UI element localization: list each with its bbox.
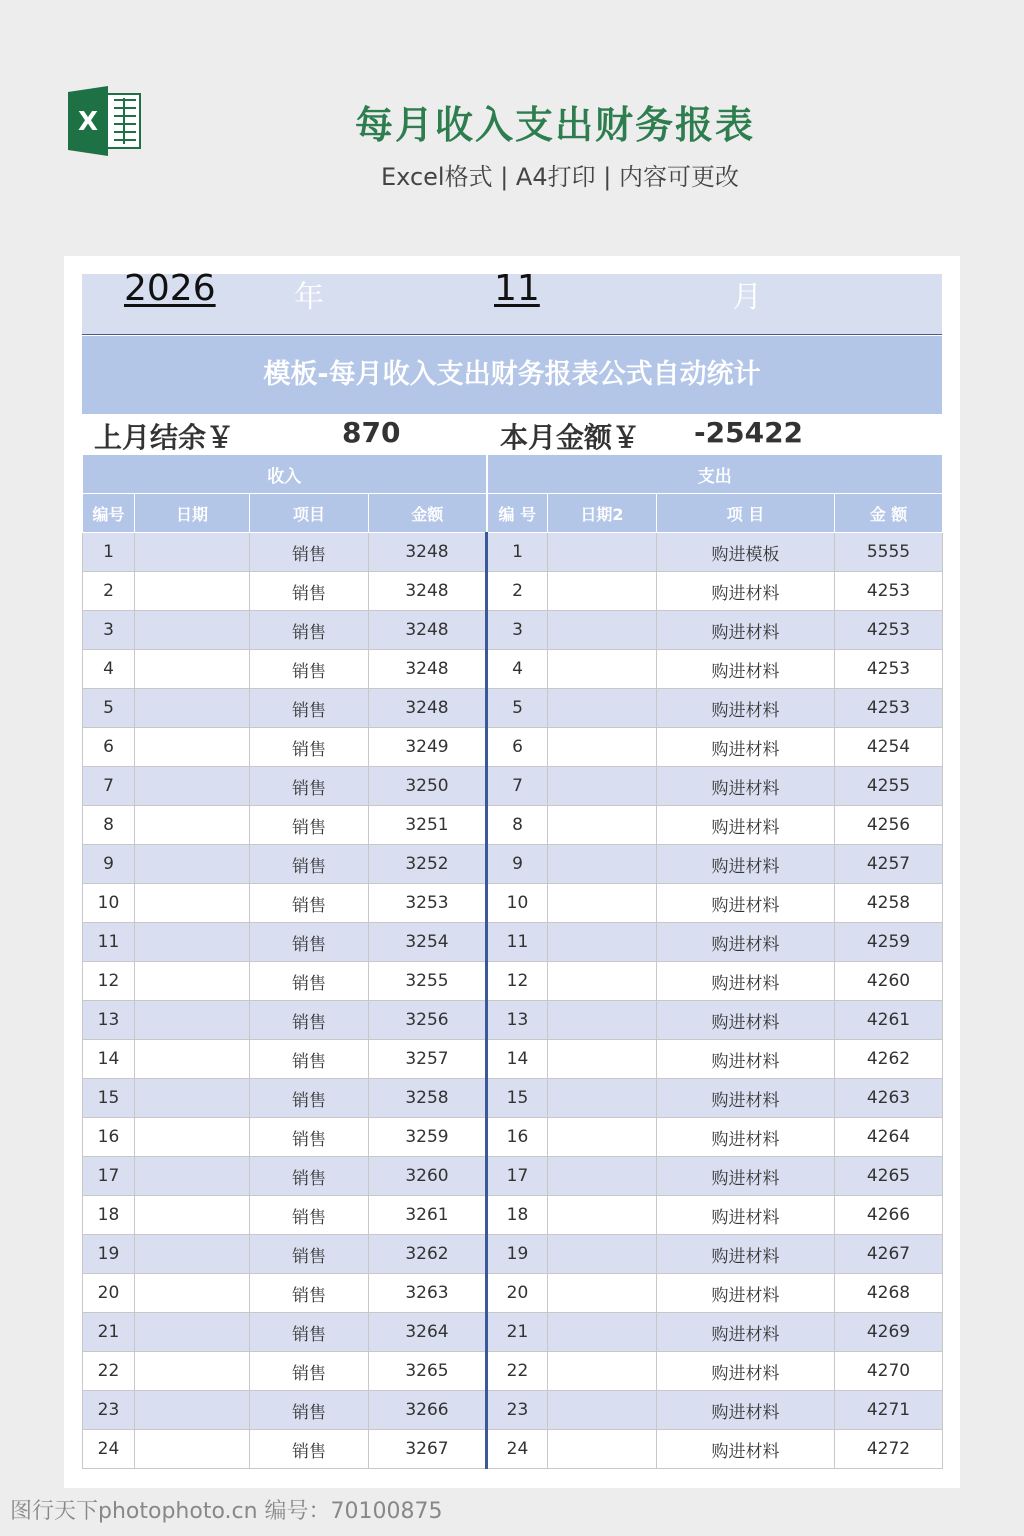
ledger-table bbox=[82, 454, 943, 1469]
expense-date-cell[interactable] bbox=[548, 1040, 657, 1079]
table-row bbox=[83, 533, 943, 572]
page-subtitle: Excel格式 | A4打印 | 内容可更改 bbox=[381, 163, 739, 191]
expense-item-cell[interactable]: 购进材料 bbox=[657, 962, 835, 1001]
income-amount-cell[interactable]: 3256 bbox=[369, 1001, 487, 1040]
income-item-cell[interactable]: 销售 bbox=[250, 962, 369, 1001]
income-date-cell[interactable] bbox=[135, 884, 250, 923]
expense-date-cell[interactable] bbox=[548, 689, 657, 728]
income-item-cell[interactable]: 销售 bbox=[250, 572, 369, 611]
income-item-cell[interactable]: 销售 bbox=[250, 1274, 369, 1313]
income-id-cell[interactable]: 2 bbox=[83, 572, 135, 611]
income-amount-cell[interactable]: 3254 bbox=[369, 923, 487, 962]
income-id-cell[interactable]: 7 bbox=[83, 767, 135, 806]
income-col-item: 项目 bbox=[250, 494, 369, 533]
expense-date-cell[interactable] bbox=[548, 884, 657, 923]
income-item-cell[interactable]: 销售 bbox=[250, 1352, 369, 1391]
expense-item-cell[interactable]: 购进材料 bbox=[657, 1001, 835, 1040]
income-item-cell[interactable]: 销售 bbox=[250, 1118, 369, 1157]
income-amount-cell[interactable]: 3249 bbox=[369, 728, 487, 767]
expense-amount-cell[interactable]: 4253 bbox=[835, 611, 943, 650]
expense-item-cell[interactable]: 购进材料 bbox=[657, 1118, 835, 1157]
income-date-cell[interactable] bbox=[135, 1352, 250, 1391]
expense-id-cell[interactable]: 6 bbox=[487, 728, 548, 767]
expense-id-cell[interactable]: 1 bbox=[487, 533, 548, 572]
income-id-cell[interactable]: 19 bbox=[83, 1235, 135, 1274]
expense-amount-cell[interactable]: 4266 bbox=[835, 1196, 943, 1235]
expense-amount-cell[interactable]: 4263 bbox=[835, 1079, 943, 1118]
expense-id-cell[interactable]: 8 bbox=[487, 806, 548, 845]
expense-id-cell[interactable]: 21 bbox=[487, 1313, 548, 1352]
expense-item-cell[interactable]: 购进材料 bbox=[657, 611, 835, 650]
table-row bbox=[83, 884, 943, 923]
income-id-cell[interactable]: 4 bbox=[83, 650, 135, 689]
expense-id-cell[interactable]: 20 bbox=[487, 1274, 548, 1313]
income-item-cell[interactable]: 销售 bbox=[250, 845, 369, 884]
income-id-cell[interactable]: 6 bbox=[83, 728, 135, 767]
expense-col-id: 编 号 bbox=[487, 494, 548, 533]
expense-id-cell[interactable]: 11 bbox=[487, 923, 548, 962]
expense-item-cell[interactable]: 购进材料 bbox=[657, 1079, 835, 1118]
expense-id-cell[interactable]: 24 bbox=[487, 1430, 548, 1469]
income-date-cell[interactable] bbox=[135, 962, 250, 1001]
ledger-body bbox=[83, 533, 943, 1469]
table-row bbox=[83, 1196, 943, 1235]
income-id-cell[interactable]: 13 bbox=[83, 1001, 135, 1040]
income-date-cell[interactable] bbox=[135, 650, 250, 689]
expense-date-cell[interactable] bbox=[548, 767, 657, 806]
income-amount-cell[interactable]: 3258 bbox=[369, 1079, 487, 1118]
income-amount-cell[interactable]: 3251 bbox=[369, 806, 487, 845]
expense-date-cell[interactable] bbox=[548, 1235, 657, 1274]
expense-item-cell[interactable]: 购进材料 bbox=[657, 1352, 835, 1391]
ledger-grid bbox=[82, 454, 942, 1469]
income-item-cell[interactable]: 销售 bbox=[250, 728, 369, 767]
expense-item-cell[interactable]: 购进材料 bbox=[657, 1196, 835, 1235]
income-date-cell[interactable] bbox=[135, 728, 250, 767]
expense-id-cell[interactable]: 12 bbox=[487, 962, 548, 1001]
expense-date-cell[interactable] bbox=[548, 1391, 657, 1430]
income-date-cell[interactable] bbox=[135, 1391, 250, 1430]
expense-date-cell[interactable] bbox=[548, 1157, 657, 1196]
expense-amount-cell[interactable]: 4261 bbox=[835, 1001, 943, 1040]
income-item-cell[interactable]: 销售 bbox=[250, 1157, 369, 1196]
expense-date-cell[interactable] bbox=[548, 1196, 657, 1235]
expense-item-cell[interactable]: 购进材料 bbox=[657, 1391, 835, 1430]
expense-col-date: 日期2 bbox=[548, 494, 657, 533]
income-item-cell[interactable]: 销售 bbox=[250, 1235, 369, 1274]
table-row bbox=[83, 1430, 943, 1469]
income-id-cell[interactable]: 12 bbox=[83, 962, 135, 1001]
expense-amount-cell[interactable]: 4262 bbox=[835, 1040, 943, 1079]
income-item-cell[interactable]: 销售 bbox=[250, 650, 369, 689]
income-item-cell[interactable]: 销售 bbox=[250, 806, 369, 845]
income-item-cell[interactable]: 销售 bbox=[250, 611, 369, 650]
income-date-cell[interactable] bbox=[135, 533, 250, 572]
expense-item-cell[interactable]: 购进模板 bbox=[657, 533, 835, 572]
income-id-cell[interactable]: 22 bbox=[83, 1352, 135, 1391]
income-item-cell[interactable]: 销售 bbox=[250, 767, 369, 806]
income-id-cell[interactable]: 14 bbox=[83, 1040, 135, 1079]
income-amount-cell[interactable]: 3252 bbox=[369, 845, 487, 884]
month-cell[interactable]: 11 bbox=[494, 268, 540, 309]
expense-date-cell[interactable] bbox=[548, 1001, 657, 1040]
report-banner: 模板-每月收入支出财务报表公式自动统计 bbox=[82, 336, 942, 414]
expense-amount-cell[interactable]: 4268 bbox=[835, 1274, 943, 1313]
expense-date-cell[interactable] bbox=[548, 923, 657, 962]
expense-amount-cell[interactable]: 4258 bbox=[835, 884, 943, 923]
income-item-cell[interactable]: 销售 bbox=[250, 884, 369, 923]
expense-date-cell[interactable] bbox=[548, 1313, 657, 1352]
table-row bbox=[83, 650, 943, 689]
income-section-title: 收入 bbox=[83, 455, 487, 494]
expense-item-cell[interactable]: 购进材料 bbox=[657, 845, 835, 884]
section-header-row bbox=[83, 455, 943, 494]
expense-item-cell[interactable]: 购进材料 bbox=[657, 689, 835, 728]
income-date-cell[interactable] bbox=[135, 845, 250, 884]
expense-item-cell[interactable]: 购进材料 bbox=[657, 1040, 835, 1079]
expense-amount-cell[interactable]: 4264 bbox=[835, 1118, 943, 1157]
income-amount-cell[interactable]: 3259 bbox=[369, 1118, 487, 1157]
year-cell[interactable]: 2026 bbox=[124, 268, 216, 309]
table-row bbox=[83, 1274, 943, 1313]
expense-date-cell[interactable] bbox=[548, 1430, 657, 1469]
spreadsheet-sheet bbox=[64, 256, 960, 1488]
income-date-cell[interactable] bbox=[135, 1196, 250, 1235]
income-id-cell[interactable]: 8 bbox=[83, 806, 135, 845]
income-amount-cell[interactable]: 3267 bbox=[369, 1430, 487, 1469]
expense-amount-cell[interactable]: 4259 bbox=[835, 923, 943, 962]
expense-id-cell[interactable]: 5 bbox=[487, 689, 548, 728]
income-date-cell[interactable] bbox=[135, 1235, 250, 1274]
income-id-cell[interactable]: 24 bbox=[83, 1430, 135, 1469]
income-id-cell[interactable]: 17 bbox=[83, 1157, 135, 1196]
table-row bbox=[83, 1001, 943, 1040]
income-date-cell[interactable] bbox=[135, 1313, 250, 1352]
expense-id-cell[interactable]: 9 bbox=[487, 845, 548, 884]
income-col-date: 日期 bbox=[135, 494, 250, 533]
expense-date-cell[interactable] bbox=[548, 806, 657, 845]
income-amount-cell[interactable]: 3262 bbox=[369, 1235, 487, 1274]
table-row bbox=[83, 1118, 943, 1157]
income-item-cell[interactable]: 销售 bbox=[250, 1313, 369, 1352]
table-row bbox=[83, 923, 943, 962]
expense-amount-cell[interactable]: 5555 bbox=[835, 533, 943, 572]
expense-item-cell[interactable]: 购进材料 bbox=[657, 1430, 835, 1469]
income-id-cell[interactable]: 5 bbox=[83, 689, 135, 728]
expense-item-cell[interactable]: 购进材料 bbox=[657, 728, 835, 767]
expense-item-cell[interactable]: 购进材料 bbox=[657, 1274, 835, 1313]
income-date-cell[interactable] bbox=[135, 1040, 250, 1079]
income-col-id: 编号 bbox=[83, 494, 135, 533]
expense-item-cell[interactable]: 购进材料 bbox=[657, 923, 835, 962]
last-balance-label: 上月结余￥ bbox=[94, 421, 235, 454]
income-date-cell[interactable] bbox=[135, 923, 250, 962]
expense-amount-cell[interactable]: 4256 bbox=[835, 806, 943, 845]
income-date-cell[interactable] bbox=[135, 1118, 250, 1157]
income-id-cell[interactable]: 21 bbox=[83, 1313, 135, 1352]
expense-amount-cell[interactable]: 4270 bbox=[835, 1352, 943, 1391]
expense-item-cell[interactable]: 购进材料 bbox=[657, 1313, 835, 1352]
income-id-cell[interactable]: 20 bbox=[83, 1274, 135, 1313]
table-row bbox=[83, 962, 943, 1001]
expense-amount-cell[interactable]: 4255 bbox=[835, 767, 943, 806]
expense-item-cell[interactable]: 购进材料 bbox=[657, 1235, 835, 1274]
income-date-cell[interactable] bbox=[135, 1001, 250, 1040]
income-id-cell[interactable]: 23 bbox=[83, 1391, 135, 1430]
income-amount-cell[interactable]: 3260 bbox=[369, 1157, 487, 1196]
expense-id-cell[interactable]: 4 bbox=[487, 650, 548, 689]
expense-amount-cell[interactable]: 4272 bbox=[835, 1430, 943, 1469]
page-header bbox=[0, 0, 1024, 250]
table-row bbox=[83, 1313, 943, 1352]
income-id-cell[interactable]: 18 bbox=[83, 1196, 135, 1235]
expense-id-cell[interactable]: 13 bbox=[487, 1001, 548, 1040]
expense-date-cell[interactable] bbox=[548, 845, 657, 884]
expense-amount-cell[interactable]: 4260 bbox=[835, 962, 943, 1001]
income-amount-cell[interactable]: 3264 bbox=[369, 1313, 487, 1352]
expense-id-cell[interactable]: 17 bbox=[487, 1157, 548, 1196]
expense-id-cell[interactable]: 15 bbox=[487, 1079, 548, 1118]
income-amount-cell[interactable]: 3257 bbox=[369, 1040, 487, 1079]
expense-amount-cell[interactable]: 4253 bbox=[835, 572, 943, 611]
expense-id-cell[interactable]: 22 bbox=[487, 1352, 548, 1391]
expense-amount-cell[interactable]: 4254 bbox=[835, 728, 943, 767]
expense-date-cell[interactable] bbox=[548, 572, 657, 611]
income-date-cell[interactable] bbox=[135, 767, 250, 806]
income-amount-cell[interactable]: 3248 bbox=[369, 611, 487, 650]
income-item-cell[interactable]: 销售 bbox=[250, 1001, 369, 1040]
expense-amount-cell[interactable]: 4267 bbox=[835, 1235, 943, 1274]
excel-logo-letter: X bbox=[78, 107, 99, 137]
income-date-cell[interactable] bbox=[135, 1430, 250, 1469]
income-item-cell[interactable]: 销售 bbox=[250, 1079, 369, 1118]
expense-date-cell[interactable] bbox=[548, 728, 657, 767]
table-row bbox=[83, 1391, 943, 1430]
expense-date-cell[interactable] bbox=[548, 1352, 657, 1391]
expense-id-cell[interactable]: 7 bbox=[487, 767, 548, 806]
income-id-cell[interactable]: 1 bbox=[83, 533, 135, 572]
table-row bbox=[83, 611, 943, 650]
income-amount-cell[interactable]: 3253 bbox=[369, 884, 487, 923]
table-row bbox=[83, 806, 943, 845]
income-amount-cell[interactable]: 3265 bbox=[369, 1352, 487, 1391]
summary-row bbox=[82, 414, 942, 454]
income-col-amount: 金额 bbox=[369, 494, 487, 533]
expense-id-cell[interactable]: 3 bbox=[487, 611, 548, 650]
expense-id-cell[interactable]: 16 bbox=[487, 1118, 548, 1157]
income-id-cell[interactable]: 9 bbox=[83, 845, 135, 884]
income-id-cell[interactable]: 3 bbox=[83, 611, 135, 650]
expense-item-cell[interactable]: 购进材料 bbox=[657, 884, 835, 923]
income-amount-cell[interactable]: 3266 bbox=[369, 1391, 487, 1430]
income-amount-cell[interactable]: 3261 bbox=[369, 1196, 487, 1235]
income-amount-cell[interactable]: 3248 bbox=[369, 689, 487, 728]
income-item-cell[interactable]: 销售 bbox=[250, 1040, 369, 1079]
table-row bbox=[83, 572, 943, 611]
expense-date-cell[interactable] bbox=[548, 1274, 657, 1313]
column-header-row bbox=[83, 494, 943, 533]
expense-id-cell[interactable]: 10 bbox=[487, 884, 548, 923]
expense-item-cell[interactable]: 购进材料 bbox=[657, 767, 835, 806]
income-date-cell[interactable] bbox=[135, 1079, 250, 1118]
expense-id-cell[interactable]: 23 bbox=[487, 1391, 548, 1430]
expense-date-cell[interactable] bbox=[548, 1118, 657, 1157]
expense-amount-cell[interactable]: 4269 bbox=[835, 1313, 943, 1352]
table-row bbox=[83, 845, 943, 884]
month-label: 月 bbox=[732, 280, 762, 315]
income-date-cell[interactable] bbox=[135, 806, 250, 845]
expense-date-cell[interactable] bbox=[548, 533, 657, 572]
expense-amount-cell[interactable]: 4253 bbox=[835, 689, 943, 728]
income-amount-cell[interactable]: 3250 bbox=[369, 767, 487, 806]
page-title: 每月收入支出财务报表 bbox=[354, 103, 755, 147]
income-id-cell[interactable]: 10 bbox=[83, 884, 135, 923]
expense-id-cell[interactable]: 19 bbox=[487, 1235, 548, 1274]
income-date-cell[interactable] bbox=[135, 689, 250, 728]
expense-id-cell[interactable]: 18 bbox=[487, 1196, 548, 1235]
table-row bbox=[83, 767, 943, 806]
last-balance-value[interactable]: 870 bbox=[342, 416, 401, 449]
income-id-cell[interactable]: 16 bbox=[83, 1118, 135, 1157]
expense-id-cell[interactable]: 2 bbox=[487, 572, 548, 611]
expense-item-cell[interactable]: 购进材料 bbox=[657, 572, 835, 611]
income-amount-cell[interactable]: 3248 bbox=[369, 572, 487, 611]
expense-date-cell[interactable] bbox=[548, 650, 657, 689]
expense-item-cell[interactable]: 购进材料 bbox=[657, 806, 835, 845]
income-item-cell[interactable]: 销售 bbox=[250, 1391, 369, 1430]
expense-date-cell[interactable] bbox=[548, 1079, 657, 1118]
expense-amount-cell[interactable]: 4265 bbox=[835, 1157, 943, 1196]
income-date-cell[interactable] bbox=[135, 611, 250, 650]
income-amount-cell[interactable]: 3255 bbox=[369, 962, 487, 1001]
table-row bbox=[83, 689, 943, 728]
expense-section-title: 支出 bbox=[487, 455, 943, 494]
expense-id-cell[interactable]: 14 bbox=[487, 1040, 548, 1079]
income-date-cell[interactable] bbox=[135, 1157, 250, 1196]
income-date-cell[interactable] bbox=[135, 1274, 250, 1313]
income-id-cell[interactable]: 11 bbox=[83, 923, 135, 962]
date-row bbox=[82, 268, 942, 335]
expense-amount-cell[interactable]: 4257 bbox=[835, 845, 943, 884]
table-row bbox=[83, 1157, 943, 1196]
expense-item-cell[interactable]: 购进材料 bbox=[657, 650, 835, 689]
table-row bbox=[83, 1235, 943, 1274]
month-amount-label: 本月金额￥ bbox=[500, 421, 641, 454]
income-id-cell[interactable]: 15 bbox=[83, 1079, 135, 1118]
expense-date-cell[interactable] bbox=[548, 962, 657, 1001]
income-item-cell[interactable]: 销售 bbox=[250, 1196, 369, 1235]
income-item-cell[interactable]: 销售 bbox=[250, 923, 369, 962]
income-item-cell[interactable]: 销售 bbox=[250, 689, 369, 728]
expense-amount-cell[interactable]: 4271 bbox=[835, 1391, 943, 1430]
table-row bbox=[83, 1352, 943, 1391]
month-amount-value[interactable]: -25422 bbox=[694, 416, 804, 449]
expense-date-cell[interactable] bbox=[548, 611, 657, 650]
table-row bbox=[83, 728, 943, 767]
table-row bbox=[83, 1040, 943, 1079]
year-label: 年 bbox=[294, 280, 324, 315]
income-amount-cell[interactable]: 3263 bbox=[369, 1274, 487, 1313]
income-item-cell[interactable]: 销售 bbox=[250, 1430, 369, 1469]
expense-col-item: 项 目 bbox=[657, 494, 835, 533]
expense-item-cell[interactable]: 购进材料 bbox=[657, 1157, 835, 1196]
table-row bbox=[83, 1079, 943, 1118]
expense-amount-cell[interactable]: 4253 bbox=[835, 650, 943, 689]
income-amount-cell[interactable]: 3248 bbox=[369, 650, 487, 689]
watermark-text: 图行天下photophoto.cn 编号：70100875 bbox=[10, 1499, 443, 1524]
income-date-cell[interactable] bbox=[135, 572, 250, 611]
income-amount-cell[interactable]: 3248 bbox=[369, 533, 487, 572]
expense-col-amount: 金 额 bbox=[835, 494, 943, 533]
income-item-cell[interactable]: 销售 bbox=[250, 533, 369, 572]
